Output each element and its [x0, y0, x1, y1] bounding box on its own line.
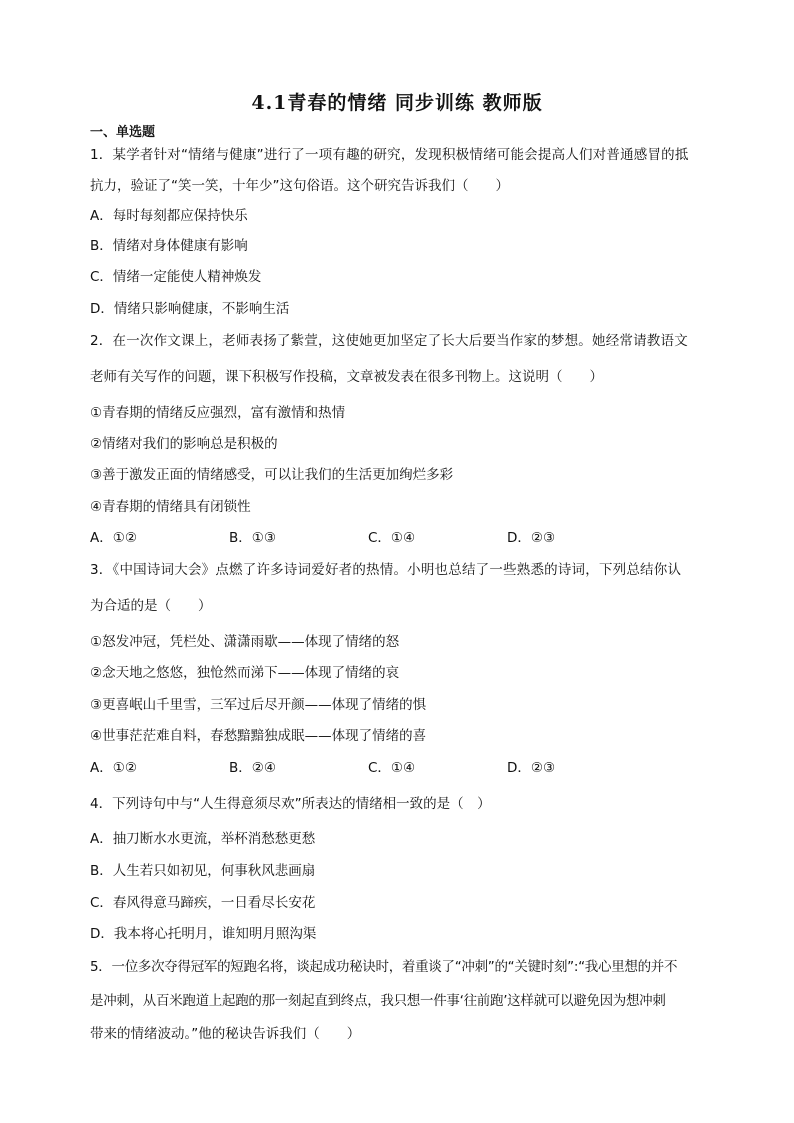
- document-title: 4.1青春的情绪 同步训练 教师版: [251, 92, 543, 114]
- q2-options: [90, 529, 646, 547]
- q1-stem-line-1: 1．某学者针对“情绪与健康”进行了一项有趣的研究，发现积极情绪可能会提高人们对普通感冒的抵: [90, 147, 689, 163]
- q2-option-c: C．①④: [368, 530, 416, 546]
- q4-stem: 4．下列诗句中与“人生得意须尽欢”所表达的情绪相一致的是（ ）: [90, 796, 491, 812]
- section-heading: 一、单选题: [90, 125, 156, 140]
- q2-option-a: A．①②: [90, 530, 137, 546]
- q4-option-b: B．人生若只如初见，何事秋风悲画扇: [90, 863, 316, 879]
- q3-statement-1: ①怒发冲冠，凭栏处、潇潇雨歇——体现了情绪的怒: [90, 634, 400, 650]
- q1-option-b: B．情绪对身体健康有影响: [90, 238, 248, 254]
- q2-option-d: D．②③: [507, 530, 556, 546]
- q3-stem-line-1: 3．《中国诗词大会》点燃了许多诗词爱好者的热情。小明也总结了一些熟悉的诗词，下列总结你认: [90, 562, 682, 578]
- q2-statement-4: ④青春期的情绪具有闭锁性: [90, 499, 251, 515]
- q4-option-a: A．抽刀断水水更流，举杯消愁愁更愁: [90, 831, 316, 847]
- q3-option-c: C．①④: [368, 760, 416, 776]
- q4-option-c: C．春风得意马蹄疾，一日看尽长安花: [90, 895, 316, 911]
- q2-statement-3: ③善于激发正面的情绪感受，可以让我们的生活更加绚烂多彩: [90, 467, 454, 483]
- q5-stem-line-3: 带来的情绪波动。”他的秘诀告诉我们（ ）: [90, 1026, 361, 1042]
- q2-statement-2: ②情绪对我们的影响总是积极的: [90, 436, 278, 452]
- q3-option-a: A．①②: [90, 760, 137, 776]
- q3-options: [90, 759, 646, 777]
- q3-option-d: D．②③: [507, 760, 556, 776]
- q3-option-b: B．②④: [229, 760, 276, 776]
- q1-option-d: D．情绪只影响健康，不影响生活: [90, 301, 290, 317]
- q3-stem-line-2: 为合适的是（ ）: [90, 598, 212, 614]
- q2-statement-1: ①青春期的情绪反应强烈，富有激情和热情: [90, 405, 346, 421]
- q4-option-d: D．我本将心托明月，谁知明月照沟渠: [90, 926, 317, 942]
- q3-statement-3: ③更喜岷山千里雪，三军过后尽开颜——体现了情绪的惧: [90, 697, 427, 713]
- q5-stem-line-2: 是冲刺，从百米跑道上起跑的那一刻起直到终点，我只想一件事‘往前跑’这样就可以避免因为想冲刺: [90, 993, 666, 1009]
- q1-stem-line-2: 抗力，验证了“笑一笑，十年少”这句俗语。这个研究告诉我们（ ）: [90, 178, 509, 194]
- q2-stem-line-2: 老师有关写作的问题，课下积极写作投稿，文章被发表在很多刊物上。这说明（ ）: [90, 369, 603, 385]
- q2-stem-line-1: 2．在一次作文课上，老师表扬了紫萱，这使她更加坚定了长大后要当作家的梦想。她经常请教语文: [90, 333, 688, 349]
- q1-option-c: C．情绪一定能使人精神焕发: [90, 269, 262, 285]
- q1-option-a: A．每时每刻都应保持快乐: [90, 208, 248, 224]
- q5-stem-line-1: 5．一位多次夺得冠军的短跑名将，谈起成功秘诀时，着重谈了“冲刺”的“关键时刻”:“我心里想的并不: [90, 959, 678, 975]
- q3-statement-4: ④世事茫茫难自料，春愁黯黯独成眠——体现了情绪的喜: [90, 728, 427, 744]
- q3-statement-2: ②念天地之悠悠，独怆然而涕下——体现了情绪的哀: [90, 665, 400, 681]
- q2-option-b: B．①③: [229, 530, 276, 546]
